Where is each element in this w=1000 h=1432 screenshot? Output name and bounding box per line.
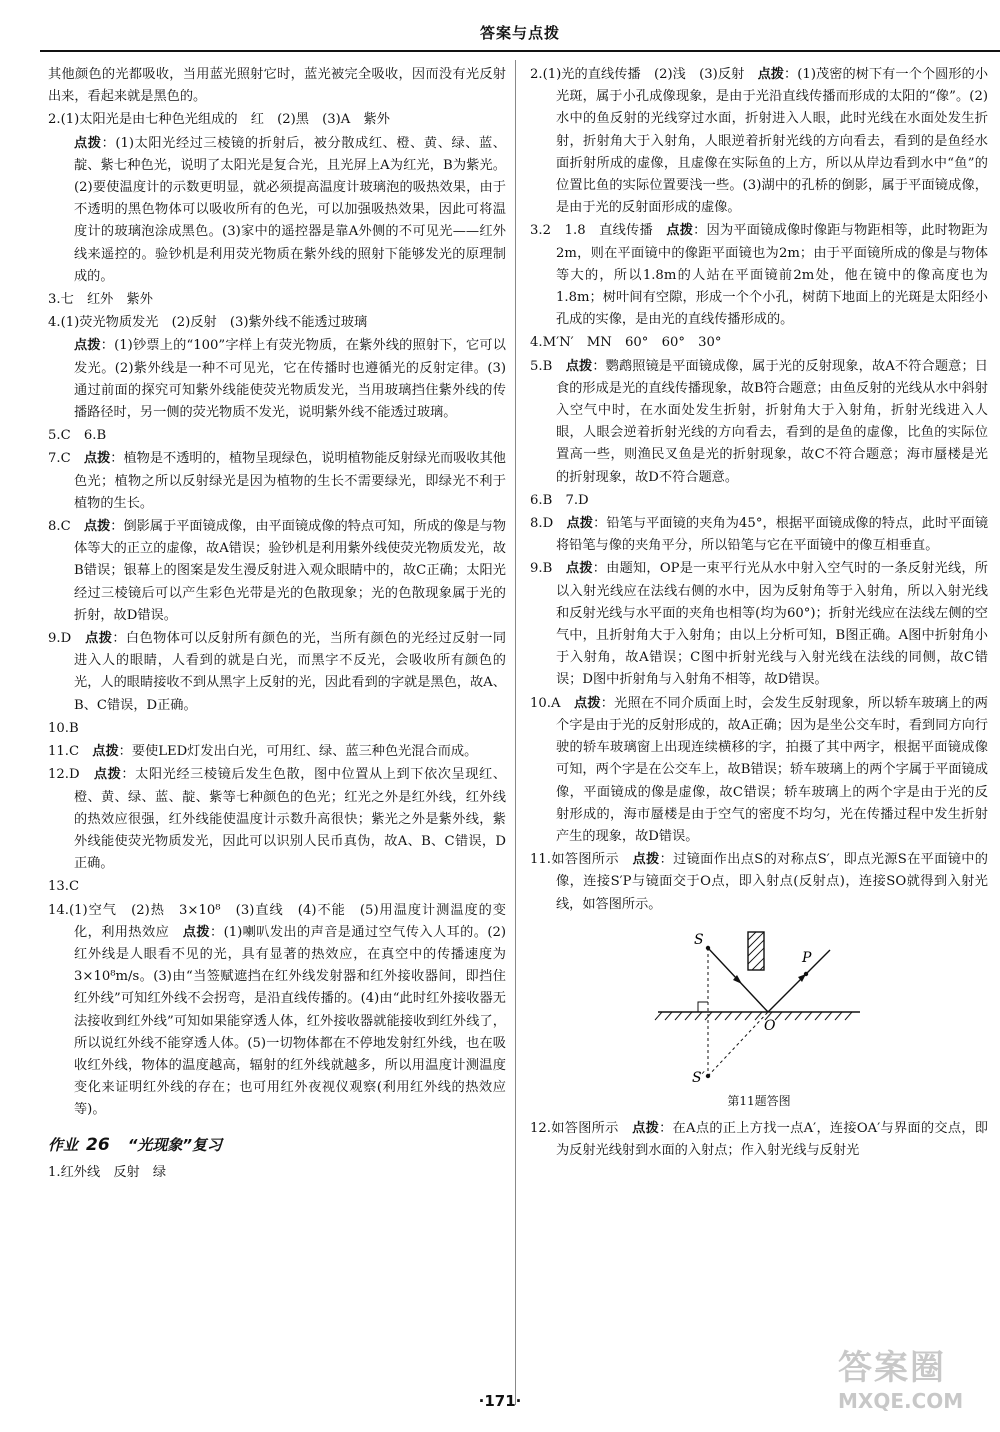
page-header: 答案与点拨 [479,24,560,42]
answer-text: ：(1)茂密的树下有一个个圆形的小光斑，属于小孔成像现象，是由于光沿直线传播而形成的太阳的“像”。(2)水中的鱼反射的光线穿过水面，折射进入人眼，此时光线在水面处发生折射，折射角大于入射角，人眼逆着折射光线的方向看去，看到的是鱼经水面折射所成的虚像，且虚像在实际鱼的上方，所以从岸边看到水中“鱼”的位置比鱼的实际位置要浅一些。(3)湖中的孔桥的倒影，属于平面镜成像，是由于光的反射面形成的虚像。 [556,67,989,216]
left-column [48,64,506,1185]
answer-lead: 8.C [48,519,84,535]
answer-text: ：过镜面作出点S的对称点S′，即点光源S在平面镜中的像，连接S′P与镜面交于O点，即入射点(反射点)，连接SO就得到入射光线，如答图所示。 [556,852,988,912]
left-after-section [48,1162,506,1184]
answer-item [48,289,506,311]
answer-text: 4.(1)荧光物质发光 (2)反射 (3)紫外线不能透过玻璃 [48,315,368,331]
answer-text: 10.B [48,720,79,736]
hatch-stroke [735,1012,742,1020]
answer-lead: 11.如答图所示 [530,852,633,868]
answer-text: 其他颜色的光都吸收，当用蓝光照射它时，蓝光被完全吸收，因而没有光反射出来，看起来就是黑色的。 [48,67,506,105]
answer-text: 5.C 6.B [48,428,107,444]
answer-lead: 7.C [48,451,84,467]
answer-item [530,64,988,219]
point-p [804,972,808,976]
right-column [530,64,988,1163]
answer-item [48,425,506,447]
answer-item [530,513,988,557]
answer-text: 13.C [48,879,80,895]
hatch-stroke [725,1012,732,1020]
answer-lead: 3.2 1.8 直线传播 [530,223,667,239]
answer-item [48,876,506,898]
tip-label: 点拨 [566,516,594,532]
tip-label: 点拨 [85,631,113,647]
hatch-stroke [775,1012,782,1020]
answer-text: ：在A点的正上方找一点A′，连接OA′与界面的交点，即为反射光线射到水面的入射点；作入射光线与反射光 [556,1120,988,1159]
header-rule [40,50,1000,52]
answer-text: ：鹦鹉照镜是平面镜成像，属于光的反射现象，故A不符合题意；日食的形成是光的直线传播现象，故B符合题意；由鱼反射的光线从水中斜射入空气中时，在水面处发生折射，折射角大于入射角，折射光线进入人眼，人眼会逆着折射光线的方向看去，看到的是鱼的虚像，比鱼的实际位置高一些，则渔民叉鱼是光的折射现象，故C不符合题意；海市蜃楼是光的折射现象，故D不符合题意。 [556,358,988,485]
answer-text: ：植物是不透明的，植物呈现绿色，说明植物能反射绿光而吸收其他色光；植物之所以反射绿光是因为植物的生长不需要绿光，即绿光不利于植物的生长。 [74,451,506,511]
answer-item [530,220,988,331]
column-divider [515,60,516,1405]
section-name: “光现象”复习 [127,1135,223,1154]
answer-item [530,849,988,916]
right-after-figure [530,1118,988,1162]
hatch-stroke [695,1012,702,1020]
answer-lead: 5.B [530,358,566,374]
right-angle-mark [698,1002,708,1012]
answer-item [48,1162,506,1184]
answer-lead: 9.D [48,631,86,647]
answer-item [48,516,506,627]
tip-label: 点拨 [83,451,111,467]
tip-label: 点拨 [182,924,210,940]
answer-item [530,558,988,691]
answer-text: 3.七 红外 紫外 [48,292,153,308]
point-s-prime [706,1074,710,1078]
tip-label: 点拨 [74,338,101,354]
answer-item [48,718,506,740]
answer-lead: 14.(1)空气 (2)热 3×10⁸ (3)直线 (4)不能 (5)用温度计测温度的变化，利用热效应 [48,902,506,940]
figure-caption: 第11题答图 [727,1093,791,1108]
answer-item [530,490,988,512]
watermark-line2: MXQE.COM [838,1389,964,1413]
section-heading [48,1134,506,1156]
watermark [838,1348,988,1426]
answer-lead: 12.D [48,767,94,783]
answer-lead: 10.A [530,695,575,711]
left-paragraphs [48,64,506,1122]
tip-label: 点拨 [74,135,102,151]
answer-text: ：倒影属于平面镜成像，由平面镜成像的特点可知，所成的像是与物体等大的正立的虚像，故A错误；验钞机是利用紫外线使荧光物质发光，故B错误；银幕上的图案是发生漫反射进入观众眼睛中的，故C正确；太阳光经过三棱镜后可以产生彩色光带是光的色散现象；光的色散现象属于光的折射，故D错误。 [74,519,506,623]
tip-label: 点拨 [92,744,119,760]
answer-item [530,356,988,489]
hatch-stroke [825,1012,832,1020]
mirror-hatching [655,1012,852,1020]
tip-label: 点拨 [632,1120,660,1136]
answer-item [48,133,506,288]
hatch-stroke [715,1012,722,1020]
label-o: O [764,1017,776,1034]
tip-label: 点拨 [93,767,122,783]
section-prefix: 作业 [48,1135,79,1154]
label-p: P [802,949,812,966]
label-s-prime: S′ [692,1069,705,1086]
answer-text: 2.(1)太阳光是由七种色光组成的 红 (2)黑 (3)A 紫外 [48,112,390,128]
answer-text: ：(1)太阳光经过三棱镜的折射后，被分散成红、橙、黄、绿、蓝、靛、紫七种色光，说明了太阳光是复合光，且光屏上A为红光，B为紫光。(2)要使温度计的示数更明显，就必须提高温度计玻璃泡的吸热效果，由于不透明的黑色物体可以吸收所有的色光，可以加强吸热效果，因此可将温度计的玻璃泡涂成黑色。(3)家中的遥控器是靠A外侧的不可见光——红外线来遥控的。验钞机是利用荧光物质在紫外线的照射下能够发光的原理制成的。 [74,135,506,284]
answer-item [48,741,506,763]
answer-item [530,332,988,354]
hatch-stroke [685,1012,692,1020]
answer-lead: 2.(1)光的直线传播 (2)浅 (3)反射 [530,67,758,82]
answer-item [48,764,506,875]
answer-item [48,628,506,717]
answer-lead: 9.B [530,561,566,577]
answer-text: ：白色物体可以反射所有颜色的光，当所有颜色的光经过反射一同进入人的眼睛，人看到的就是白光，而黑字不反光，会吸收所有颜色的光，人的眼睛接收不到从黑字上反射的光，因此看到的字就是黑色，故A、B、C错误，D正确。 [74,631,507,713]
watermark-line1: 答案圈 [838,1348,946,1388]
answer-lead: 11.C [48,744,93,760]
tip-label: 点拨 [565,561,593,577]
answer-text: ：(1)喇叭发出的声音是通过空气传入人耳的。(2)红外线是人眼看不见的光，具有显著的热效应，在真空中的传播速度为3×10⁸m/s。(3)由“当签赋遮挡在红外线发射器和红外接收器间，即挡住红外线”可知红外线不会拐弯，是沿直线传播的。(4)由“此时红外接收器无法接收到红外线”可知如果能穿透人体，红外接收器就能接收到红外线了，所以说红外线不能穿透人体。(5)一切物体都在不停地发射红外线，也在吸收红外线，物体的温度越高，辐射的红外线就越多，所以用温度计测温度变化来证明红外线的存在；也可用红外夜视仪观察(利用红外线的热效应等)。 [74,924,507,1118]
hatch-stroke [805,1012,812,1020]
hatch-stroke [675,1012,682,1020]
hatch-stroke [835,1012,842,1020]
answer-text: ：(1)钞票上的“100”字样上有荧光物质，在紫外线的照射下，它可以发光。(2)紫外线是一种不可见光，它在传播时也遵循光的反射定律。(3)通过前面的探究可知紫外线能使荧光物质发光，当用玻璃挡住紫外线的传播路径时，另一侧的荧光物质不发光，说明紫外线不能透过玻璃。 [74,338,506,421]
answer-item [530,1118,988,1162]
tip-label: 点拨 [666,223,694,239]
reflected-ray [768,950,830,1012]
reflection-diagram [530,920,988,1088]
right-paragraphs [530,64,988,916]
answer-text: ：太阳光经三棱镜后发生色散，图中位置从上到下依次呈现红、橙、黄、绿、蓝、靛、紫等七种颜色的色光；红光之外是红外线，红外线的热效应很强，红外线能使温度计示数升高很快；紫光之外是紫外线，紫外线能使荧光物质发光，因此可以识别人民币真伪，故A、B、C错误，D正确。 [74,767,507,872]
answer-item [48,900,506,1122]
answer-item [530,693,988,848]
answer-item [48,448,506,515]
tip-label: 点拨 [574,695,601,711]
tip-label: 点拨 [757,67,785,82]
tip-label: 点拨 [632,852,660,868]
answer-lead: 12.如答图所示 [530,1120,633,1136]
hatch-stroke [665,1012,672,1020]
hatch-stroke [655,1012,662,1020]
answer-text: 6.B 7.D [530,492,589,508]
answer-item [48,109,506,131]
point-s [706,946,710,950]
hatch-stroke [755,1012,762,1020]
virtual-ray [708,1012,768,1076]
tip-label: 点拨 [565,358,593,374]
answer-item [48,312,506,334]
label-s: S [694,931,704,948]
figure-q11 [530,920,988,1088]
answer-text: ：要使LED灯发出白光，可用红、绿、蓝三种色光混合而成。 [118,744,478,760]
answer-text: ：光照在不同介质面上时，会发生反射现象，所以轿车玻璃上的两个字是由于光的反射形成的，故A正确；因为是坐公交车时，看到同方向行驶的轿车玻璃窗上出现连续横移的字，拍摄了其中两字，根据平面镜成像可知，两个字是在公交车上，故B错误；轿车玻璃上的两个字属于平面镜成像，平面镜成的像是虚像，故C错误；轿车玻璃上的两个字是由于光的反射形成的，海市蜃楼是由于空气的密度不均匀，光在传播过程中发生折射产生的现象，故D错误。 [556,695,988,844]
answer-text: ：因为平面镜成像时像距与物距相等，此时物距为2m，则在平面镜中的像距平面镜也为2m；由于平面镜所成的像是与物体等大的，所以1.8m的人站在平面镜前2m处，他在镜中的像高度也为1.8m；树叶间有空隙，形成一个个小孔，树荫下地面上的光斑是太阳经小孔成的实像，是由光的直线传播形成的。 [556,223,988,328]
hatch-stroke [815,1012,822,1020]
answer-text: ：铅笔与平面镜的夹角为45°，根据平面镜成像的特点，此时平面镜将铅笔与像的夹角平分，所以铅笔与它在平面镜中的像互相垂直。 [556,516,989,554]
hatch-stroke [745,1012,752,1020]
answer-item [48,64,506,108]
answer-text: ：由题知，OP是一束平行光从水中射入空气时的一条反射光线，所以入射光线应在法线右侧的水中，因为反射角等于入射角，所以入射光线和反射光线与水平面的夹角也相等(均为60°)；折射光线应在法线左侧的空气中，且折射角大于入射角；由以上分析可知，B图正确。A图中折射角小于入射角，故A错误；C图中折射光线与入射光线在法线的同侧，故C错误；D图中折射角与入射角不相等，故D错误。 [556,561,988,688]
answer-lead: 8.D [530,516,567,532]
tip-label: 点拨 [83,519,111,535]
section-number: 26 [86,1134,110,1155]
answer-item [48,335,506,424]
hatch-stroke [795,1012,802,1020]
hatch-stroke [785,1012,792,1020]
answer-text: 1.红外线 反射 绿 [48,1164,167,1180]
page-number: ·171· [478,1392,522,1410]
hatch-stroke [845,1012,852,1020]
answer-text: 4.M′N′ MN 60° 60° 30° [530,335,722,351]
